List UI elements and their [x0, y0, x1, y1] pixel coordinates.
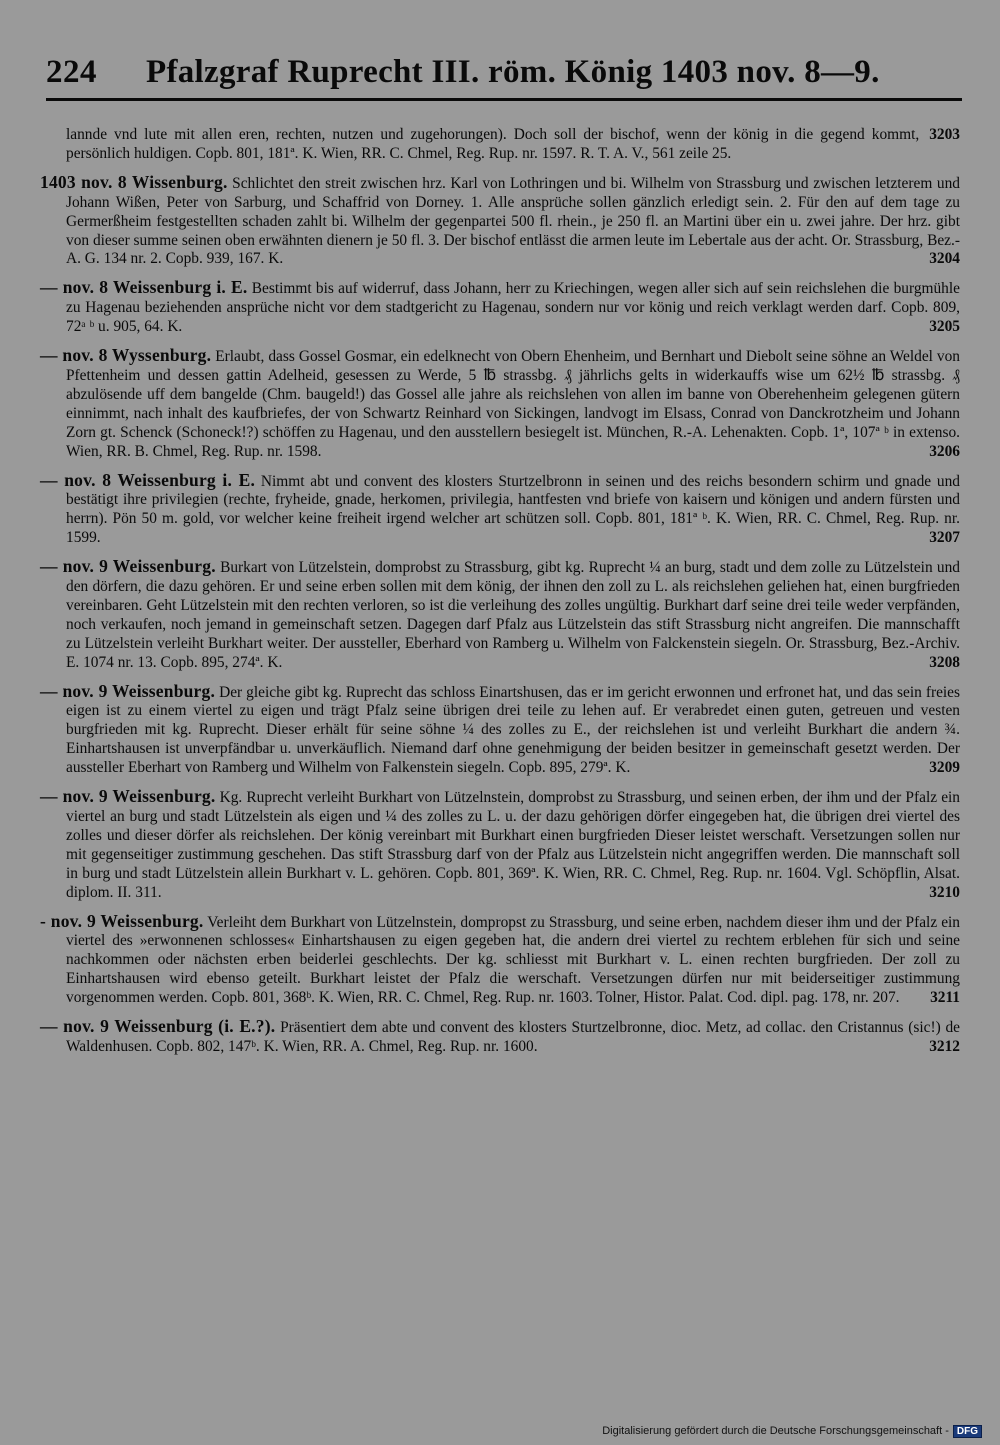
list-item [40, 787, 960, 902]
entry-number: 3210 [929, 883, 960, 901]
entry-text: Der gleiche gibt kg. Ruprecht das schloss Einartshusen, das er im gericht erwonnen und erfronet hat, und das sein freies eigen ist zu einem viertel zu eigen und trägt Pfalz seine übrigen drei teile zu lehen auf. Er verabredet einen guten, getreuen und vesten burgfrieden mit kg. Ruprecht. Dieser erhält für seine söhne ¼ des zolles zu E., der reichslehen ist und verleiht Burkhart die andern ¾. Einhartshausen ist unverpfändbar u. unverkäuflich. Niemand darf ohne genehmigung der beiden besitzer in gemeinschaft gesetzt werden. Der aussteller Eberhart von Ramberg und Wilhelm von Falkenstein siegeln. Copb. 895, 279ª. K. [66, 683, 961, 777]
entry-text: Burkart von Lützelstein, domprobst zu Strassburg, gibt kg. Ruprecht ¼ an burg, stadt und dem zolle zu Lützelstein und den dörfern, die dazu gehören. Er und seine erben sollen mit dem könig, der ihnen den zoll zu L. als reichslehen geliehen hat, einen burgfrieden vereinbaren. Geht Lützelstein mit den rechten verloren, so ist die verleihung des zolles ungültig. Burkhart darf seine drei teile weder verpfänden, noch verkaufen, noch jemand in gemeinschaft setzen. Dagegen darf Pfalz aus Lützelstein das stift Strassburg nicht angreifen. Die mannschafft zu Lützelstein verleiht Burkhart weiter. Der aussteller, Eberhard von Ramberg u. Wilhelm von Falckenstein siegeln. Or. Strassburg, Bez.-Archiv. E. 1074 nr. 13. Copb. 895, 274ª. K. [66, 559, 961, 671]
footer-text: Digitalisierung gefördert durch die Deutsche Forschungsgemeinschaft - [602, 1425, 949, 1437]
entry-text: Bestimmt bis auf widerruf, dass Johann, herr zu Kriechingen, wegen aller sich auf sein reichslehen die burgmühle zu Hagenau beziehenden ansprüche nicht vor dem stadtgericht zu Hagenau, sondern nur vor könig und reich verklagt werden darf. Copb. 809, 72ᵃ ᵇ u. 905, 64. K. [66, 280, 960, 336]
entry-heading: — nov. 9 Weissenburg (i. E.?). [40, 1016, 276, 1037]
page-number: 224 [46, 54, 97, 90]
list-item [40, 346, 960, 461]
running-title: Pfalzgraf Ruprecht III. röm. König 1403 nov. 8—9. [146, 54, 880, 90]
entry-text: Erlaubt, dass Gossel Gosmar, ein edelknecht von Obern Ehenheim, und Bernhart und Diebolt seine söhne an Weldel von Pfettenheim und dessen gattin Adelheid, gesessen zu Werde, 5 ℔ strassbg. ₰ jährlichs gelts in widerkauffs wise um 62½ ℔ strassbg. ₰ abzulösende uff dem bangelde (Chm. baugeld!) das Gossel alle jahre als reichslehen von allen im banne von Oberehenheim gelegenen gütern einnimmt, nach inhalt des kaufbriefes, der von Schwartz Reinhard von Sickingen, landvogt im Elsass, Conrad von Danckrotzheim und Johann Zorn gt. Schenck (Schoneck!?) schöffen zu Hagenau, und den ausstellern besiegelt ist. München, R.-A. Lehenakten. Copb. 1ª, 107ª ᵇ in extenso. Wien, RR. B. Chmel, Reg. Rup. nr. 1598. [66, 348, 960, 460]
entry-text: lannde vnd lute mit allen eren, rechten, nutzen und zugehorungen). Doch soll der bischof, wenn der könig in die gegend kommt, persönlich huldigen. Copb. 801, 181ª. K. Wien, RR. C. Chmel, Reg. Rup. nr. 1597. R. T. A. V., 561 zeile 25. [66, 126, 920, 162]
entry-number: 3208 [929, 653, 960, 671]
entry-text: Nimmt abt und convent des klosters Sturtzelbronn in seinen und des reichs besondern schirm und gnade und bestätigt ihre privilegien (rechte, fryheide, gnade, herkomen, privilegia, hantfesten vnd briefe von kaisern und königen und andern fürsten und herrn). Pön 50 m. gold, vor welcher keine freiheit irgend welcher art schützen soll. Copb. 801, 181ª ᵇ. K. Wien, RR. C. Chmel, Reg. Rup. nr. 1599. [66, 472, 961, 547]
dfg-logo: DFG [953, 1425, 982, 1438]
entry-number: 3207 [929, 529, 960, 547]
entry-heading: — nov. 9 Weissenburg. [40, 556, 216, 577]
entry-text: Kg. Ruprecht verleiht Burkhart von Lützelnstein, domprobst zu Strassburg, und seinen erben, der ihm und der Pfalz ein viertel an burg und stadt Lützelstein als eigen und ¼ des zolles zu L. u. der dazu gehörigen dörfer eingegeben hat, die übrigen drei viertel des zolles und dieser dörfer als reichslehen. Der könig vereinbart mit Burkhart einen burgfrieden Dieser leistet werschaft. Versetzungen sollen nur mit gegenseitiger zustimmung geschehen. Das stift Strassburg darf von der Pfalz aus Lützelstein nicht angegriffen werden. Die mannschaft soll in burg und stadt Lützelstein allein Burkhart v. L. gehören. Copb. 801, 369ª. K. Wien, RR. C. Chmel, Reg. Rup. nr. 1604. Vgl. Schöpflin, Alsat. diplom. II. 311. [66, 789, 961, 901]
entry-heading: - nov. 9 Weissenburg. [40, 910, 204, 931]
entry-heading: — nov. 8 Wyssenburg. [40, 345, 212, 366]
entry-number: 3204 [929, 250, 960, 268]
entry-heading: — nov. 9 Weissenburg. [40, 680, 216, 701]
entry-number: 3209 [929, 759, 960, 777]
entry-number: 3203 [929, 126, 960, 143]
list-item [40, 126, 960, 164]
list-item [40, 557, 960, 672]
entry-text: Schlichtet den streit zwischen hrz. Karl von Lothringen und bi. Wilhelm von Strassburg und zwischen letzterem und Johann Wißen, Peter von Sarburg, und Schaffrid von Dorney. 1. Alle ansprüche sollen gänzlich erledigt sein. 2. Für den auf dem tage zu Germerßheim festgestellten schaden zahlt bi. Wilhelm der gegenpartei 500 fl. rhein., je 250 fl. an Martini über ein u. zwei jahre. Der hrz. gibt von dieser summe seinen oben erwähnten dienern je 50 fl. 3. Der bischof entlässt die armen leute im Lebertale aus der acht. Or. Strassburg, Bez.-A. G. 134 nr. 2. Copb. 939, 167. K. [66, 174, 960, 268]
entry-number: 3211 [930, 989, 960, 1007]
entry-number: 3206 [929, 442, 960, 460]
entry-heading: — nov. 8 Weissenburg i. E. [40, 277, 248, 298]
entry-heading: — nov. 9 Weissenburg. [40, 786, 216, 807]
entry-number: 3205 [929, 318, 960, 336]
entry-number: 3212 [929, 1037, 960, 1055]
list-item [40, 278, 960, 337]
digitization-footer [602, 1425, 982, 1438]
entry-text: Präsentiert dem abte und convent des klosters Sturtzelbronne, dioc. Metz, ad collac. den Cristannus (sic!) de Waldenhusen. Copb. 802, 147ᵇ. K. Wien, RR. A. Chmel, Reg. Rup. nr. 1600. [66, 1019, 960, 1055]
list-item [40, 682, 960, 779]
list-item [40, 173, 960, 270]
list-item [40, 912, 960, 1009]
entry-heading: 1403 nov. 8 Wissenburg. [40, 171, 228, 192]
entry-text: Verleiht dem Burkhart von Lützelnstein, dompropst zu Strassburg, und seine erben, nachdem dieser ihm und der Pfalz ein viertel des »erwonnenen schlosses« Einhartshausen zu eigen gegeben hat, die andern drei viertel zu rechtem erblehen für sich und seine nachkommen oder nächsten erben beiderlei geschlechts. Der kg. schliesst mit Burkhart v. L. einen rechten burgfrieden. Der zoll zu Einhartshausen wird ebenso geteilt. Burkhart leistet der Pfalz die werschaft. Versetzungen dürfen nur mit beiderseitiger zustimmung vorgenommen werden. Copb. 801, 368ᵇ. K. Wien, RR. C. Chmel, Reg. Rup. nr. 1603. Tolner, Histor. Palat. Cod. dipl. pag. 178, nr. 207. [66, 913, 960, 1007]
regesta-list [40, 126, 960, 1066]
list-item [40, 471, 960, 549]
page-header [46, 50, 962, 101]
list-item [40, 1017, 960, 1057]
entry-heading: — nov. 8 Weissenburg i. E. [40, 469, 256, 490]
